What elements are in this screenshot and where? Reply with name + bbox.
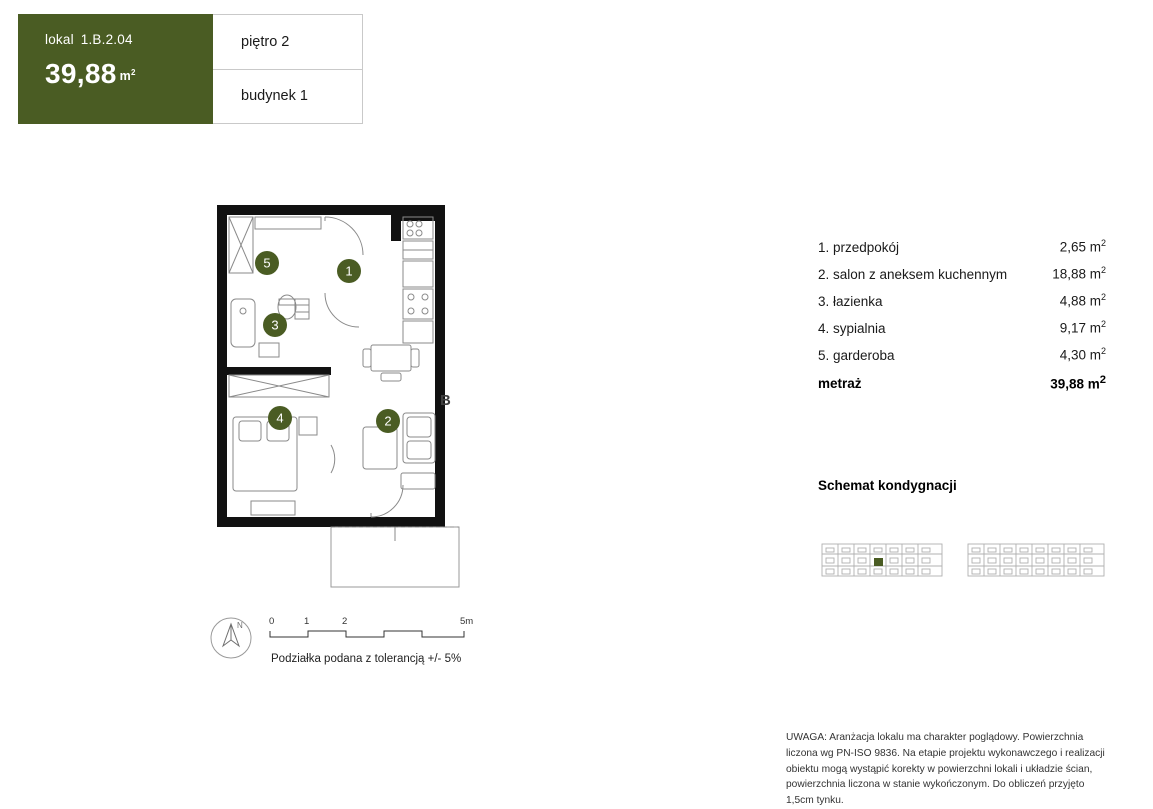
legend-room-area: 9,17 $m^2$ bbox=[1059, 319, 1106, 336]
scale-and-compass bbox=[195, 605, 495, 680]
room-marker-5[interactable] bbox=[255, 251, 279, 275]
unit-area-value-line bbox=[45, 58, 213, 90]
legend-room-name: 5. garderoba bbox=[818, 347, 895, 363]
legend-room-area: 4,88 $m^2$ bbox=[1059, 292, 1106, 309]
svg-text:5m: 5m bbox=[460, 616, 474, 627]
room-marker-2-label: 2 bbox=[384, 413, 392, 429]
building-row: budynek 1 bbox=[213, 69, 362, 124]
floor-row: piętro 2 bbox=[241, 33, 290, 50]
legend-row-2 bbox=[818, 265, 1106, 282]
svg-text:0: 0 bbox=[269, 616, 275, 627]
legend-room-area: 18,88 $m^2$ bbox=[1052, 265, 1106, 282]
room-marker-5-label: 5 bbox=[263, 255, 271, 271]
unit-area-value: 39,88 bbox=[45, 58, 117, 89]
unit-area-unit: m2 bbox=[119, 67, 136, 83]
legend-row-4 bbox=[818, 319, 1106, 336]
svg-text:1: 1 bbox=[304, 616, 310, 627]
legend-row-3 bbox=[818, 292, 1106, 309]
unit-summary-box bbox=[18, 14, 213, 124]
svg-text:2: 2 bbox=[342, 616, 348, 627]
legend-row-1 bbox=[818, 238, 1106, 255]
legend-room-area: 4,30 $m^2$ bbox=[1059, 346, 1106, 363]
floorplan-drawing bbox=[195, 195, 505, 595]
room-marker-4-label: 4 bbox=[276, 410, 284, 426]
schemat-kondygnacji-title: Schemat kondygnacji bbox=[818, 478, 957, 493]
unit-code-label: 1.B.2.04 bbox=[80, 32, 133, 47]
unit-label-line bbox=[45, 32, 213, 47]
room-marker-3[interactable] bbox=[263, 313, 287, 337]
disclaimer-note: UWAGA: Aranżacja lokalu ma charakter poglądowy. Powierzchnia liczona wg PN-ISO 9836. Na etapie projektu wykonawczego i realizacji obiektu mogą wystąpić korekty w powierzchni lokali i układzie ścian, powierzchnia liczona w stanie wykończonym. Do obliczeń przyjęto 1,5cm tynku. bbox=[786, 732, 1105, 807]
legend-total-label: metraż bbox=[818, 376, 862, 391]
room-marker-2[interactable] bbox=[376, 409, 400, 433]
schemat-highlighted-unit bbox=[874, 558, 883, 566]
scale-tolerance-note: Podziałka podana z tolerancją +/- 5% bbox=[271, 653, 462, 665]
legend-room-name: 2. salon z aneksem kuchennym bbox=[818, 266, 1008, 282]
scale-bar bbox=[267, 615, 493, 649]
balcony-group bbox=[331, 527, 459, 587]
compass-north-letter: N bbox=[237, 621, 243, 630]
legend-room-name: 1. przedpokój bbox=[818, 239, 900, 255]
room-marker-3-label: 3 bbox=[271, 317, 279, 333]
legend-room-area: 2,65 $m^2$ bbox=[1059, 238, 1106, 255]
room-marker-4[interactable] bbox=[268, 406, 292, 430]
balcony-letter-label: B bbox=[440, 392, 451, 409]
unit-prefix-label: lokal bbox=[45, 32, 74, 47]
legend-room-name: 3. łazienka bbox=[818, 293, 883, 309]
schemat-kondygnacji-diagram bbox=[818, 532, 1108, 588]
unit-header-badge bbox=[18, 14, 363, 124]
legend-row-5 bbox=[818, 346, 1106, 363]
room-legend-table bbox=[818, 238, 1106, 391]
legend-total-value: 39,88 $m^2$ bbox=[1050, 373, 1106, 391]
compass-icon bbox=[203, 610, 259, 666]
room-marker-1[interactable] bbox=[337, 259, 361, 283]
room-marker-1-label: 1 bbox=[345, 263, 353, 279]
legend-room-name: 4. sypialnia bbox=[818, 320, 886, 336]
unit-meta-box bbox=[213, 14, 363, 124]
schemat-building-right bbox=[968, 544, 1104, 576]
legend-total-row bbox=[818, 374, 1106, 392]
